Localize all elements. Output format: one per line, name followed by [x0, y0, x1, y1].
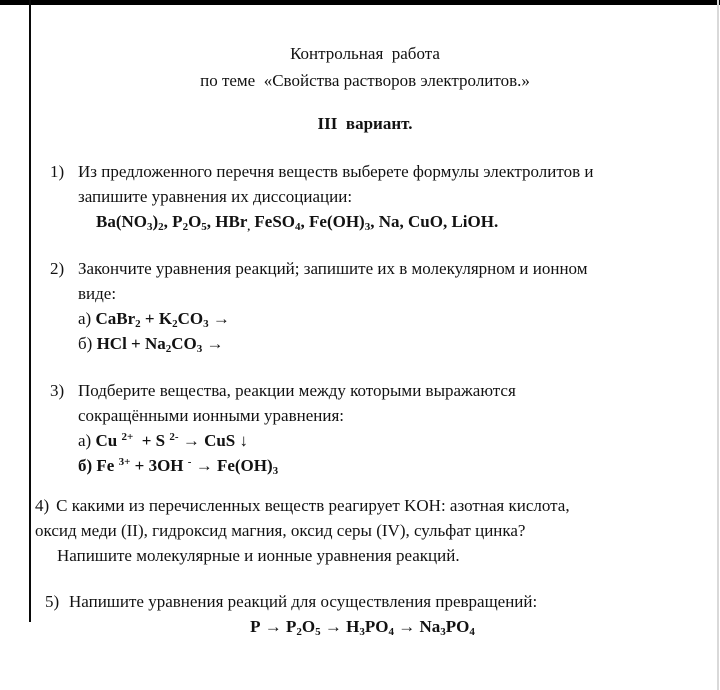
task-5 [45, 589, 680, 639]
task-1-text-1: Из предложенного перечня веществ выберете формулы электролитов и [78, 162, 594, 181]
task-4 [35, 493, 680, 568]
task-2-text-1: Закончите уравнения реакций; запишите их в молекулярном и ионном [78, 259, 588, 278]
doc-title-line2: по теме «Свойства растворов электролитов.» [200, 71, 530, 90]
task-4-text-2: оксид меди (II), гидроксид магния, оксид серы (IV), сульфат цинка? [35, 521, 526, 540]
task-4-text-3: Напишите молекулярные и ионные уравнения реакций. [57, 546, 460, 565]
task-1-line-1 [50, 159, 680, 184]
variant-heading: III вариант. [317, 114, 413, 133]
task-5-transformation-chain: $P \to P_2O_5 \to H_3PO_4 \to Na_3PO_4$ [250, 617, 475, 638]
task-3 [50, 378, 680, 478]
task-2-number: 2) [50, 259, 65, 278]
task-4-number: 4) [35, 496, 50, 515]
task-3-line-1 [50, 378, 680, 403]
task-5-number: 5) [45, 592, 60, 611]
left-border-line [29, 0, 31, 622]
task-1-text-2: запишите уравнения их диссоциации: [78, 187, 353, 206]
task-4-text-1: С какими из перечисленных веществ реагирует KOH: азотная кислота, [56, 496, 570, 515]
task-3-text-2: сокращёнными ионными уравнения: [78, 406, 344, 425]
task-1-number: 1) [50, 162, 65, 181]
document-content [35, 40, 680, 639]
document-header [50, 40, 680, 137]
task-3-equation-a: а) Cu $^{2+}$ + S $^{2-}$ → CuS ↓ [78, 431, 248, 450]
task-1 [50, 159, 680, 234]
task-2-equation-b: б) HCl + $Na_2CO_3$ → [78, 334, 224, 355]
task-3-text-1: Подберите вещества, реакции между которыми выражаются [78, 381, 516, 400]
top-border-bar [0, 0, 720, 5]
task-3-equation-b: б) Fe $^{3+}$ + 3OH $^- \to Fe(OH)_3$ [78, 456, 279, 477]
task-2-equation-a: а) CaBr$_2$ + $K_2CO_3$ → [78, 309, 230, 330]
task-2 [50, 256, 680, 356]
task-2-line-1 [50, 256, 680, 281]
task-5-text-1: Напишите уравнения реакций для осуществления превращений: [69, 592, 538, 611]
right-edge-line [717, 0, 719, 690]
task-2-text-2: виде: [78, 284, 117, 303]
task-1-substance-list: $Ba(NO_3)_2$, $P_2O_5$, HBr$_,$ FeSO$_4$, $Fe(OH)_3$, Na, CuO, LiOH. [96, 212, 499, 233]
task-5-line-1 [45, 589, 680, 614]
task-3-number: 3) [50, 381, 65, 400]
task-4-line-1 [35, 493, 680, 518]
doc-title-line1: Контрольная работа [290, 44, 440, 63]
